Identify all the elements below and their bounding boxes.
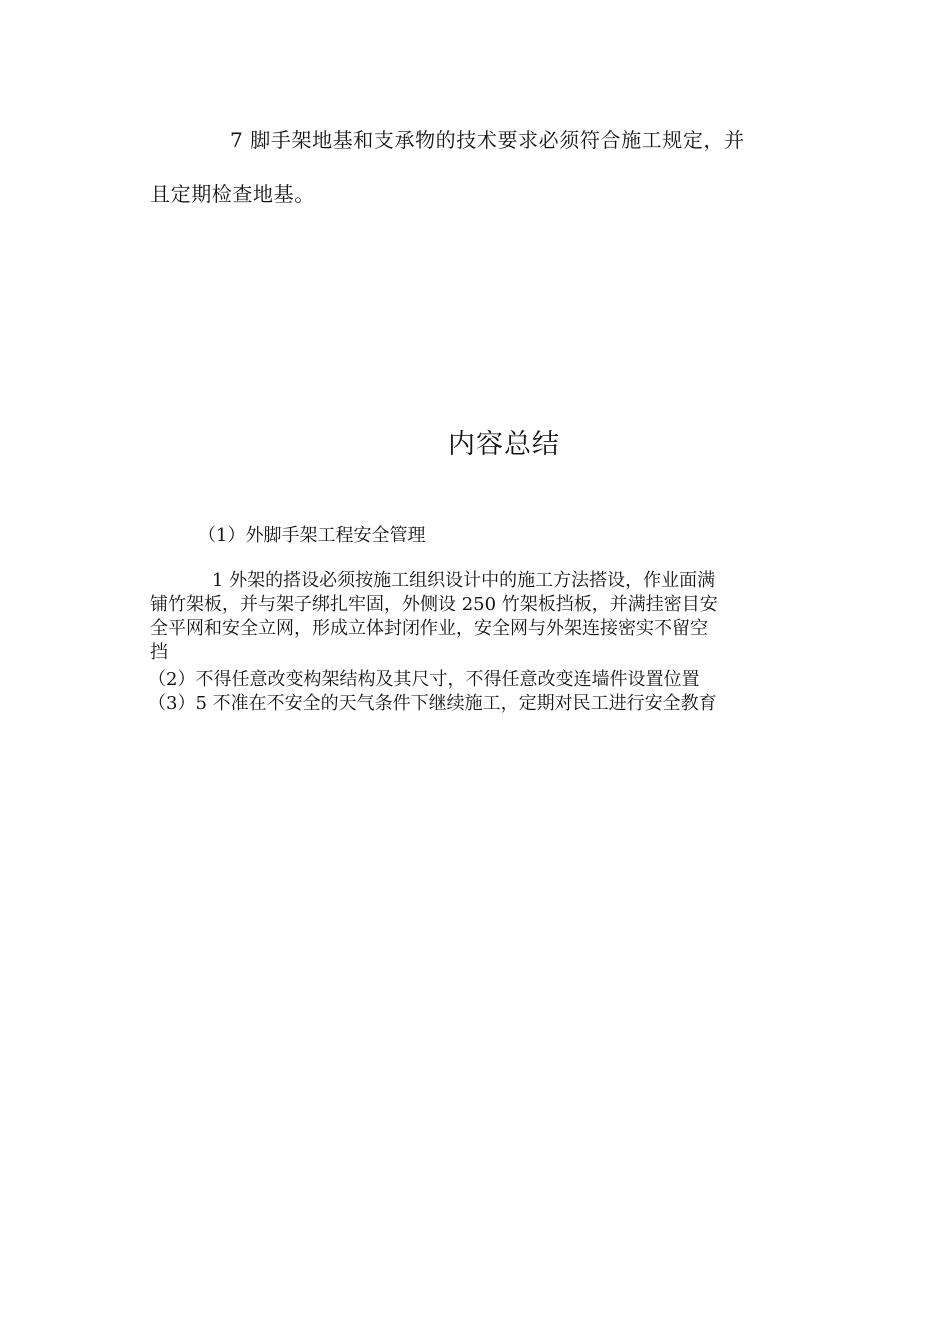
section-3-text: （3）5 不准在不安全的天气条件下继续施工，定期对民工进行安全教育 bbox=[148, 693, 717, 714]
section-1-item-1 bbox=[150, 569, 810, 665]
item-1-line: 1 外架的搭设必须按施工组织设计中的施工方法搭设，作业面满 bbox=[212, 570, 716, 591]
item-1-line: 挡 bbox=[150, 642, 168, 663]
intro-paragraph-line-2: 且定期检查地基。 bbox=[150, 182, 315, 206]
section-2-text: （2）不得任意改变构架结构及其尺寸，不得任意改变连墙件设置位置 bbox=[148, 669, 700, 690]
summary-title: 内容总结 bbox=[448, 429, 560, 460]
item-1-line: 全平网和安全立网，形成立体封闭作业，安全网与外架连接密实不留空 bbox=[150, 618, 708, 639]
item-1-line: 铺竹架板，并与架子绑扎牢固，外侧设 250 竹架板挡板，并满挂密目安 bbox=[150, 594, 718, 615]
intro-paragraph-line-1: 7 脚手架地基和支承物的技术要求必须符合施工规定，并 bbox=[230, 128, 745, 152]
section-1-heading: （1）外脚手架工程安全管理 bbox=[198, 525, 426, 546]
